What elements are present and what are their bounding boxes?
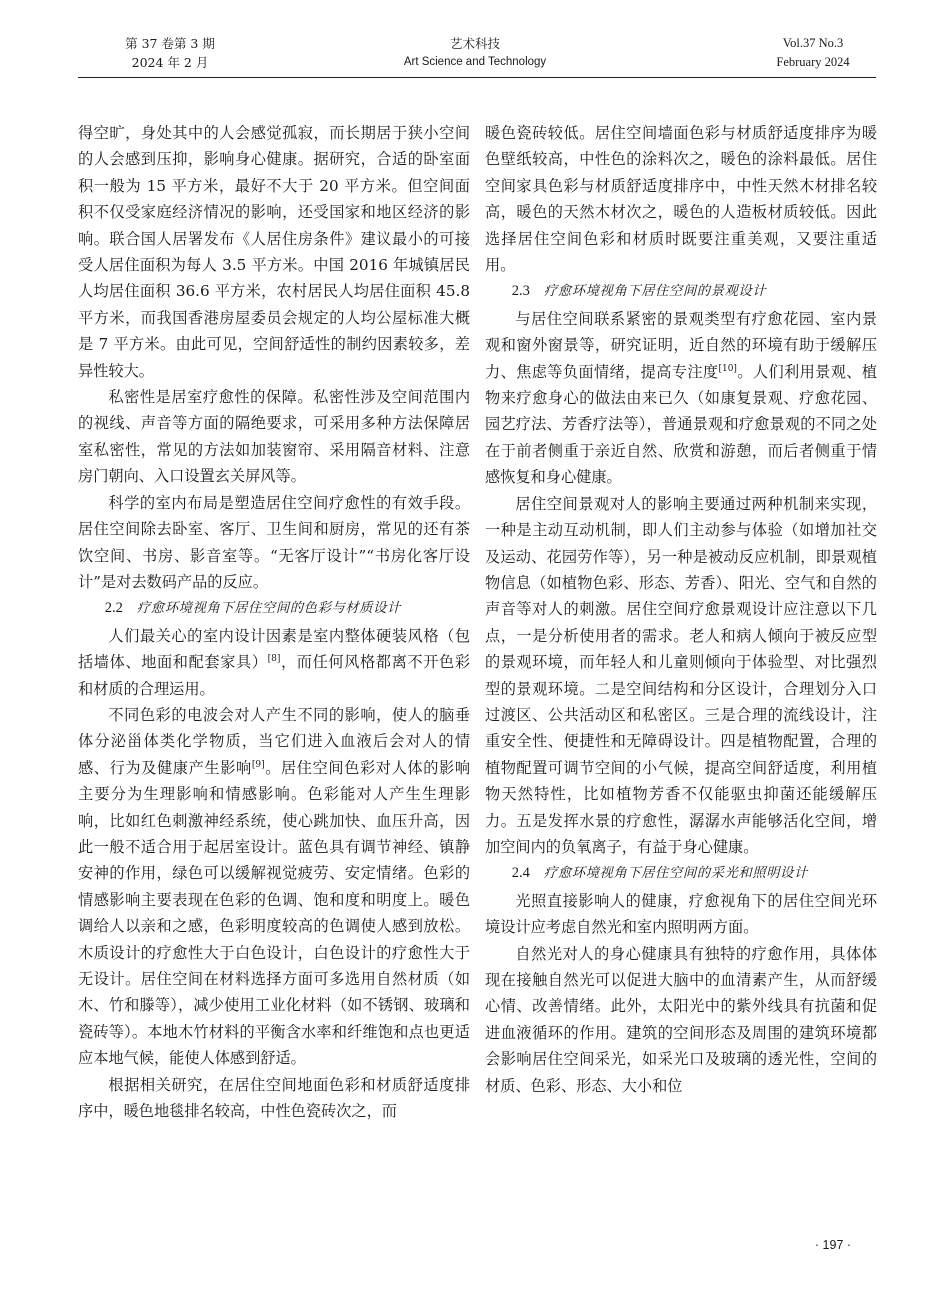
journal-title <box>375 34 575 72</box>
section-title: 疗愈环境视角下居住空间的采光和照明设计 <box>543 866 808 882</box>
section-number: 2.3 <box>511 283 530 300</box>
journal-title-cn: 艺术科技 <box>449 36 500 51</box>
paragraph-text: 人们最关心的室内设计因素是室内整体硬装风格（包括墙体、地面和配套家具） <box>78 626 470 672</box>
journal-volume-issue-en <box>748 34 878 72</box>
paragraph: 居住空间景观对人的影响主要通过两种机制来实现，一种是主动互动机制，即人们主动参与体验（如增加社交及运动、花园劳作等），另一种是被动反应机制，即景观植物信息（如植物色彩、形态、芳香）、阳光、空气和自然的声音等对人的刺激。居住空间疗愈景观设计应注意以下几点，一是分析使用者的需求。老人和病人倾向于被反应型的景观环境，而年轻人和儿童则倾向于体验型、对比强烈型的景观环境。二是空间结构和分区设计，合理划分入口过渡区、公共活动区和私密区。三是合理的流线设计，注重安全性、便捷性和无障碍设计。四是植物配置，合理的植物配置可调节空间的小气候，提高空间舒适度，利用植物天然特性，比如植物芳香不仅能驱虫抑菌还能缓解压力。五是发挥水景的疗愈性，潺潺水声能够活化空间，增加空间内的负氧离子，有益于身心健康。 <box>485 494 877 856</box>
paragraph: 光照直接影响人的健康，疗愈视角下的居住空间光环境设计应考虑自然光和室内照明两方面。 <box>485 891 877 937</box>
paragraph: 科学的室内布局是塑造居住空间疗愈性的有效手段。居住空间除去卧室、客厅、卫生间和厨房，常见的还有茶饮空间、书房、影音室等。“无客厅设计”“书房化客厅设计”是对去数码产品的反应。 <box>78 493 470 591</box>
paragraph-text: 。居住空间色彩对人体的影响主要分为生理影响和情感影响。色彩能对人产生生理影响，比如红色刺激神经系统，使心跳加快、血压升高，因此一般不适合用于起居室设计。蓝色具有调节神经、镇静安神的作用，绿色可以缓解视觉疲劳、安定情绪。色彩的情感影响主要表现在色彩的色调、饱和度和明度上。暖色调给人以亲和之感，色彩明度较高的色调使人感到放松。木质设计的疗愈性大于白色设计，白色设计的疗愈性大于无设计。居住空间在材料选择方面可多选用自然材质（如木、竹和滕等），减少使用工业化材料（如不锈钢、玻璃和瓷砖等）。本地木竹材料的平衡含水率和纤维饱和点也更适应本地气候，能使人体感到舒适。 <box>78 758 471 1068</box>
journal-volume-issue <box>110 34 230 72</box>
citation-ref[interactable]: [10] <box>718 363 737 374</box>
paragraph-text: 。人们利用景观、植物来疗愈身心的做法由来已久（如康复景观、疗愈花园、园艺疗法、芳香疗法等），普通景观和疗愈景观的不同之处在于前者侧重于亲近自然、欣赏和游憩，而后者侧重于情感恢复和身心健康。 <box>485 362 878 487</box>
section-heading-2-2 <box>78 595 470 622</box>
paragraph-text: ，而任何风格都离不开色彩和材质的合理运用。 <box>78 653 471 698</box>
paragraph: 根据相关研究，在居住空间地面色彩和材质舒适度排序中，暖色地毯排名较高，中性色瓷砖次之，而 <box>78 1075 470 1121</box>
section-title: 疗愈环境视角下居住空间的景观设计 <box>543 284 767 300</box>
journal-title-en: Art Science and Technology <box>403 56 547 68</box>
right-column <box>485 120 877 1099</box>
citation-ref[interactable]: [8] <box>267 654 281 665</box>
paragraph-text: 不同色彩的电波会对人产生不同的影响，使人的脑垂体分泌甾体类化学物质，当它们进入血液后会对人的情感、行为及健康产生影响 <box>78 705 470 777</box>
paragraph: 自然光对人的身心健康具有独特的疗愈作用，具体体现在接触自然光可以促进大脑中的血清素产生，从而舒缓心情、改善情绪。此外，太阳光中的紫外线具有抗菌和促进血液循环的作用。建筑的空间形态及周围的建筑环境都会影响居住空间采光，如采光口及玻璃的透光性，空间的材质、色彩、形态、大小和位 <box>485 944 877 1095</box>
paragraph <box>78 702 470 1072</box>
header-divider <box>78 77 876 78</box>
paragraph <box>485 306 877 491</box>
citation-ref[interactable]: [9] <box>251 759 265 770</box>
issue-date-en-text: February 2024 <box>776 55 850 69</box>
volume-issue-en-text: Vol.37 No.3 <box>782 36 844 50</box>
left-column <box>78 120 470 1124</box>
volume-issue-text: 第 37 卷第 3 期 <box>125 36 215 51</box>
paragraph: 暖色瓷砖较低。居住空间墙面色彩与材质舒适度排序为暖色壁纸较高，中性色的涂料次之，暖色的涂料最低。居住空间家具色彩与材质舒适度排序中，中性天然木材排名较高，暖色的天然木材次之，暖色的人造板材质较低。因此选择居住空间色彩和材质时既要注重美观，又要注重适用。 <box>485 124 877 275</box>
paragraph <box>78 623 470 702</box>
issue-date-text: 2024 年 2 月 <box>131 55 209 70</box>
section-number: 2.2 <box>104 600 123 617</box>
section-heading-2-3 <box>485 278 877 305</box>
section-heading-2-4 <box>485 860 877 887</box>
section-title: 疗愈环境视角下居住空间的色彩与材质设计 <box>136 601 401 617</box>
paragraph: 得空旷，身处其中的人会感觉孤寂，而长期居于狭小空间的人会感到压抑，影响身心健康。据研究，合适的卧室面积一般为 15 平方米，最好不大于 20 平方米。但空间面积不仅受家庭经济情况的影响，还受国家和地区经济的影响。联合国人居署发布《人居住房条件》建议最小的可接受人居住面积为每人 3.5 平方米。中国 2016 年城镇居民人均居住面积 36.6 平方米，农村居民人均居住面积 45.8 平方米，而我国香港房屋委员会规定的人均公屋标准大概是 7 平方米。由此可见，空间舒适性的制约因素较多，差异性较大。 <box>78 124 470 380</box>
paragraph: 私密性是居室疗愈性的保障。私密性涉及空间范围内的视线、声音等方面的隔绝要求，可采用多种方法保障居室私密性，常见的方法如加装窗帘、采用隔音材料、注意房门朝向、入口设置玄关屏风等。 <box>78 388 470 486</box>
paragraph-text: 与居住空间联系紧密的景观类型有疗愈花园、室内景观和窗外窗景等，研究证明，近自然的环境有助于缓解压力、焦虑等负面情绪，提高专注度 <box>485 309 877 381</box>
section-number: 2.4 <box>511 865 530 882</box>
page-number: · 197 · <box>814 1238 852 1252</box>
